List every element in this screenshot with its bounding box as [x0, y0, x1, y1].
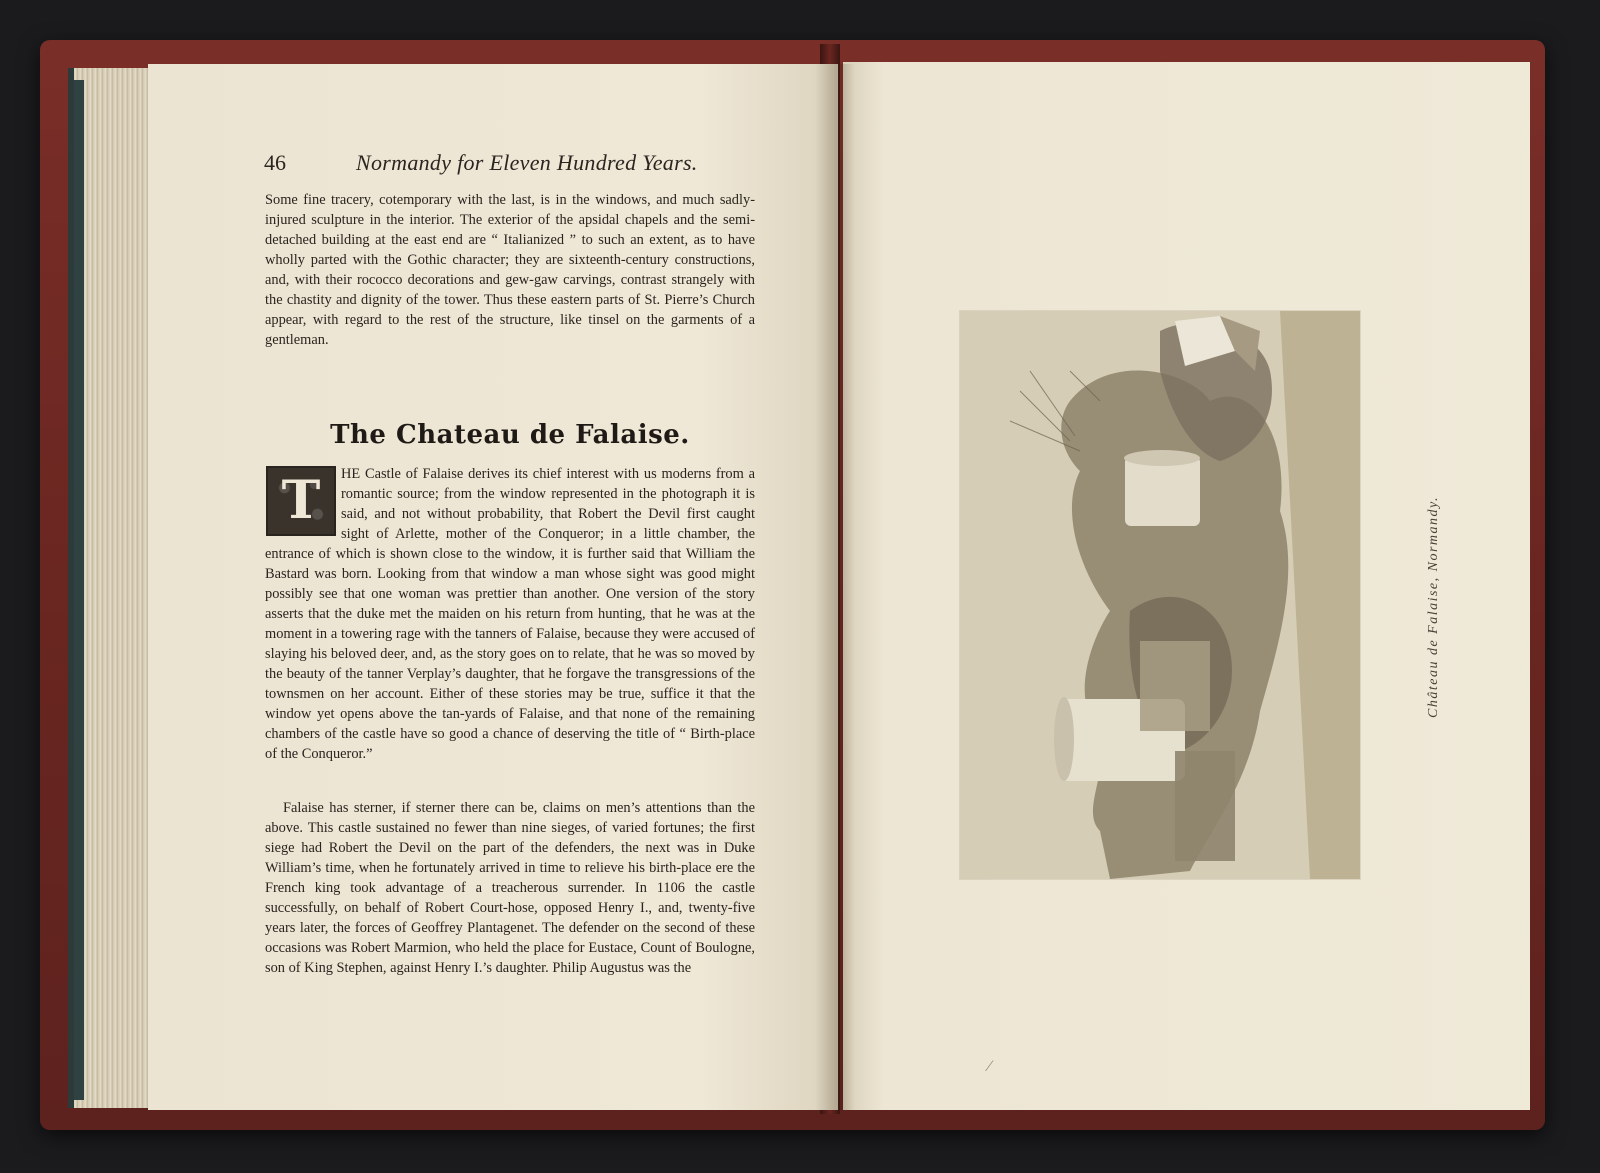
photo-caption: Château de Falaise, Normandy. — [1426, 496, 1441, 718]
gutter-shadow — [815, 64, 855, 1110]
page-number: 46 — [264, 150, 286, 175]
drop-cap-space — [265, 464, 341, 544]
castle-photograph — [960, 311, 1360, 879]
section-heading: The Chateau de Falaise. — [330, 420, 690, 450]
paragraph-1: Some fine tracery, cotemporary with the last, is in the windows, and much sadly-injured sculpture in the interior. The exterior of the apsidal chapels and the semi-detached building at the east end are “ Italianized ” to such an extent, as to have wholly parted with the Gothic character; they are sixteenth-century constructions, and, with their rococco decorations and gew-gaw carvings, contrast strangely with the chastity and dignity of the tower. Thus these eastern parts of St. Pierre’s Church appear, with regard to the rest of the structure, like tinsel on the garments of a gentleman. — [265, 192, 755, 348]
book-title: Normandy for Eleven Hundred Years. — [356, 150, 698, 175]
photograph-image — [960, 311, 1360, 879]
paragraph-3: Falaise has sterner, if sterner there can be, claims on men’s attentions than the above. This castle sustained no fewer than nine sieges, of varied fortunes; the first siege had Robert the Devil on the part of the defenders, the next was in Duke William’s time, when he fortunately arrived in time to relieve his birth-place ere the French king took advantage of a treacherous surrender. In 1106 the castle successfully, on behalf of Robert Court-hose, opposed Henry I., and, twenty-five years later, the forces of Geoffrey Plantagenet. The defender on the second of these occasions was Robert Marmion, who held the place for Eustace, Count of Boulogne, son of King Stephen, against Henry I.’s daughter. Philip Augustus was the — [265, 800, 755, 976]
paragraph-2-text: HE Castle of Falaise derives its chief interest with us moderns from a romantic source; from the window represented in the photograph it is said, and not without probability, that Robert the Devil first caught sight of Arlette, mother of the Conqueror; in a little chamber, the entrance of which is shown close to the window, it is further said that William the Bastard was born. Looking from that window a man whose sight was good might possibly see that one woman was prettier than another. One version of the story asserts that the duke met the maiden on his return from hunting, that he was at the moment in a towering rage with the tanners of Falaise, because they were accused of slaying his beloved deer, and, as the story goes on to relate, that he was so moved by the beauty of the tanner Verplay’s daughter, that he forgave the transgressions of the townsmen on her account. Either of these stories may be true, suffice it that the window yet opens above the tan-yards of Falaise, and that none of the remaining chambers of the castle have so good a chance of deserving the title of “ Birth-place of the Conqueror.” — [265, 466, 755, 762]
drop-cap: T — [266, 466, 336, 536]
endpaper — [74, 80, 84, 1100]
running-head — [264, 150, 754, 180]
pencil-mark: ⁄ — [988, 1058, 991, 1075]
paragraph-2 — [265, 464, 755, 764]
